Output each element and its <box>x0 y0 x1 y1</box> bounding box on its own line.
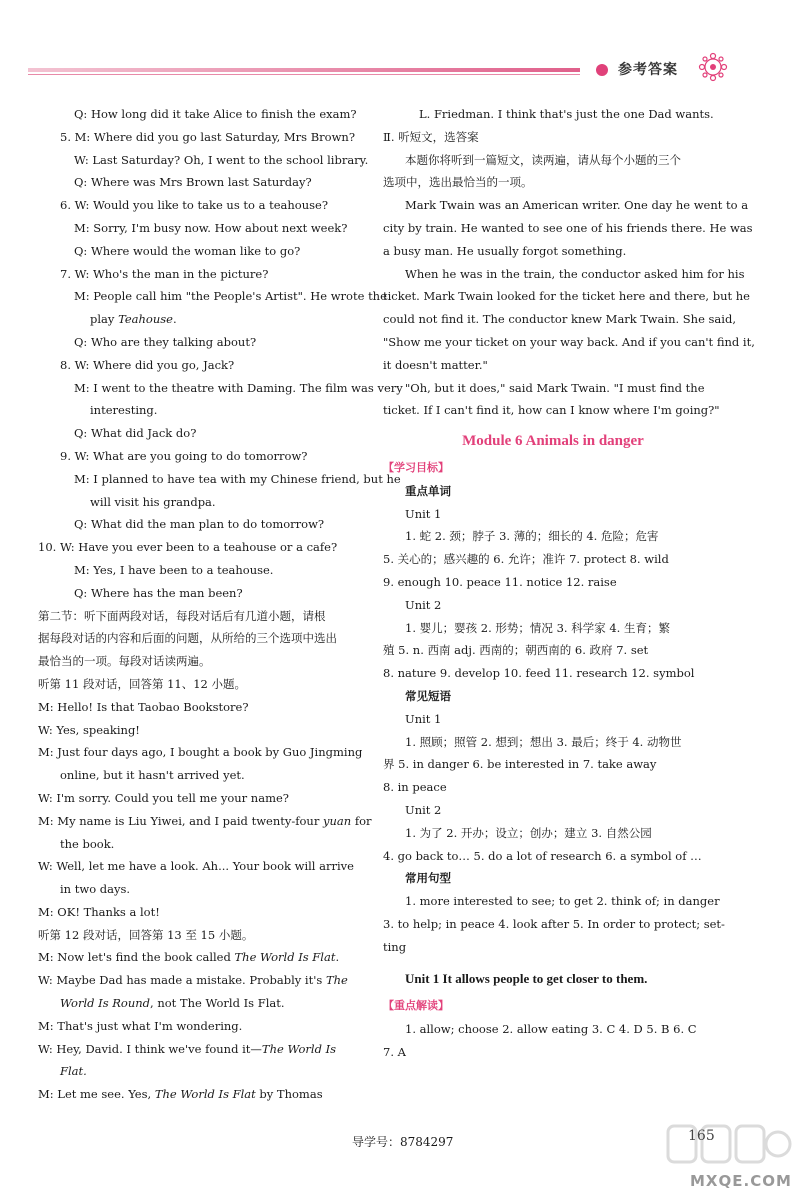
footer-code: 导学号：8784297 <box>352 1135 454 1149</box>
vocab-heading: 重点单词 <box>405 483 451 498</box>
sentence-line: 3. to help; in peace 4. look after 5. In order to protect; set- <box>383 916 725 931</box>
dialogue-line: 据每段对话的内容和后面的问题，从所给的三个选项中选出 <box>38 631 337 646</box>
passage-line: "Show me your ticket on your way back. And if you can't find it, <box>383 334 755 349</box>
passage-line: 选项中，选出最恰当的一项。 <box>383 175 533 190</box>
vocab-line: 9. enough 10. peace 11. notice 12. raise <box>383 574 617 589</box>
header-title: 参考答案 <box>618 62 678 78</box>
dialogue-line: will visit his grandpa. <box>90 494 216 509</box>
dialogue-line: M: I went to the theatre with Daming. The film was very <box>74 380 403 395</box>
page-number: 165 <box>688 1128 715 1144</box>
unit-title: Unit 1 It allows people to get closer to them. <box>405 971 648 987</box>
header-rule-thin <box>28 74 580 75</box>
dialogue-line: 听第 12 段对话，回答第 13 至 15 小题。 <box>38 927 254 942</box>
dialogue-line: play Teahouse. <box>90 312 177 327</box>
dialogue-line: Q: What did Jack do? <box>74 426 197 441</box>
dialogue-line: M: OK! Thanks a lot! <box>38 904 160 919</box>
phrase-line: 1. 照顾；照管 2. 想到；想出 3. 最后；终于 4. 动物世 <box>405 734 682 749</box>
dialogue-line: M: People call him "the People's Artist". He wrote the <box>74 289 387 304</box>
flower-ornament-icon <box>696 50 730 84</box>
dialogue-line: M: Let me see. Yes, The World Is Flat by Thomas <box>38 1087 323 1102</box>
header-rule <box>28 68 580 72</box>
dialogue-line: M: Sorry, I'm busy now. How about next week? <box>74 220 348 235</box>
passage-line: Mark Twain was an American writer. One day he went to a <box>405 198 749 213</box>
unit2-label: Unit 2 <box>405 597 442 612</box>
passage-line: "Oh, but it does," said Mark Twain. "I must find the <box>405 380 705 395</box>
sentence-line: 1. more interested to see; to get 2. think of; in danger <box>405 894 720 909</box>
vocab-line: 5. 关心的；感兴趣的 6. 允许；准许 7. protect 8. wild <box>383 552 669 567</box>
passage-line: L. Friedman. I think that's just the one Dad wants. <box>419 107 714 121</box>
dialogue-line: M: I planned to have tea with my Chinese friend, but he <box>74 471 401 486</box>
phrase-line: 4. go back to… 5. do a lot of research 6. a symbol of … <box>383 848 702 863</box>
module-title: Module 6 Animals in danger <box>462 433 644 450</box>
dialogue-line: M: My name is Liu Yiwei, and I paid twenty-four yuan for <box>38 813 372 828</box>
dialogue-line: Q: Where has the man been? <box>74 585 243 600</box>
key-points-tag: 【重点解读】 <box>383 999 449 1013</box>
dialogue-line: Q: What did the man plan to do tomorrow? <box>74 517 325 532</box>
phrase-unit2-label: Unit 2 <box>405 802 442 817</box>
dialogue-line: the book. <box>60 836 115 851</box>
dialogue-line: 9. W: What are you going to do tomorrow? <box>60 448 308 463</box>
dialogue-line: interesting. <box>90 403 158 418</box>
passage-line: When he was in the train, the conductor asked him for his <box>405 266 745 281</box>
vocab-line: 8. nature 9. develop 10. feed 11. research 12. symbol <box>383 666 695 681</box>
vocab-line: 殖 5. n. 西南 adj. 西南的；朝西南的 6. 政府 7. set <box>383 643 649 658</box>
watermark-text: MXQE.COM <box>690 1172 792 1190</box>
phrase-unit1-list <box>383 731 723 799</box>
dialogue-line: 7. W: Who's the man in the picture? <box>60 266 269 281</box>
dialogue-line: M: Just four days ago, I bought a book by Guo Jingming <box>38 745 363 760</box>
goals-tag: 【学习目标】 <box>383 460 449 474</box>
phrase-line: 8. in peace <box>383 780 447 795</box>
dialogue-line: W: Well, let me have a look. Ah... Your book will arrive <box>38 859 354 874</box>
answer-line: 7. A <box>383 1044 406 1059</box>
dialogue-line: 8. W: Where did you go, Jack? <box>60 357 235 372</box>
passage-line: Ⅱ. 听短文，选答案 <box>383 129 479 144</box>
phrase-heading: 常见短语 <box>405 688 451 703</box>
sentence-heading: 常用句型 <box>405 871 451 886</box>
dialogue-line: M: Now let's find the book called The World Is Flat. <box>38 950 340 965</box>
dialogue-line: 10. W: Have you ever been to a teahouse or a cafe? <box>38 540 338 555</box>
vocab-unit2-list <box>383 617 723 685</box>
dialogue-line: Q: Where would the woman like to go? <box>74 243 301 258</box>
passage-line: ticket. If I can't find it, how can I know where I'm going?" <box>383 403 720 418</box>
dialogue-line: W: Yes, speaking! <box>38 722 140 737</box>
passage-line: city by train. He wanted to see one of his friends there. He was <box>383 220 753 235</box>
vocab-unit1-list <box>383 525 723 593</box>
dialogue-line: online, but it hasn't arrived yet. <box>60 768 245 783</box>
dialogue-line: W: Hey, David. I think we've found it—The World Is <box>38 1041 337 1056</box>
dialogue-line: M: Yes, I have been to a teahouse. <box>74 562 274 577</box>
right-column <box>383 103 755 1064</box>
dialogue-line: M: Hello! Is that Taobao Bookstore? <box>38 699 249 714</box>
passage-line: a busy man. He usually forgot something. <box>383 243 627 258</box>
dialogue-line: Q: Where was Mrs Brown last Saturday? <box>74 175 312 190</box>
dialogue-line: W: Last Saturday? Oh, I went to the school library. <box>74 152 369 167</box>
dialogue-line: World Is Round, not The World Is Flat. <box>60 996 285 1011</box>
answer-line: 1. allow; choose 2. allow eating 3. C 4. D 5. B 6. C <box>405 1022 697 1037</box>
passage-line: ticket. Mark Twain looked for the ticket here and there, but he <box>383 289 750 304</box>
vocab-line: 1. 蛇 2. 颈；脖子 3. 薄的；细长的 4. 危险；危害 <box>405 529 659 544</box>
vocab-line: 1. 婴儿；婴孩 2. 形势；情况 3. 科学家 4. 生育；繁 <box>405 620 670 635</box>
phrase-line: 1. 为了 2. 开办；设立；创办；建立 3. 自然公园 <box>405 825 652 840</box>
phrase-unit2-list <box>383 822 723 868</box>
phrase-unit1-label: Unit 1 <box>405 711 442 726</box>
dialogue-line: Q: How long did it take Alice to finish the exam? <box>74 107 357 121</box>
dialogue-line: 5. M: Where did you go last Saturday, Mrs Brown? <box>60 129 355 144</box>
passage-line: 本题你将听到一篇短文，读两遍，请从每个小题的三个 <box>405 152 681 167</box>
unit1-label: Unit 1 <box>405 506 442 521</box>
dialogue-line: W: Maybe Dad has made a mistake. Probably it's The <box>38 973 348 988</box>
dialogue-line: 听第 11 段对话，回答第 11、12 小题。 <box>38 676 247 691</box>
dialogue-line: M: That's just what I'm wondering. <box>38 1018 243 1033</box>
dialogue-line: 最恰当的一项。每段对话读两遍。 <box>38 654 211 669</box>
passage-line: could not find it. The conductor knew Mark Twain. She said, <box>383 312 736 327</box>
dialogue-line: Flat. <box>60 1064 87 1079</box>
dialogue-line: Q: Who are they talking about? <box>74 334 257 349</box>
sentence-line: ting <box>383 939 407 954</box>
dialogue-line: 第二节：听下面两段对话，每段对话后有几道小题，请根 <box>38 608 326 623</box>
answer-list <box>383 1018 723 1064</box>
header-dot-icon <box>596 64 608 76</box>
dialogue-line: W: I'm sorry. Could you tell me your name? <box>38 790 289 805</box>
phrase-line: 界 5. in danger 6. be interested in 7. take away <box>383 757 657 772</box>
listening-passage <box>383 103 755 422</box>
dialogue-line: 6. W: Would you like to take us to a teahouse? <box>60 198 328 213</box>
sentence-list <box>383 890 723 958</box>
dialogue-line: in two days. <box>60 882 131 897</box>
passage-line: it doesn't matter." <box>383 357 488 372</box>
